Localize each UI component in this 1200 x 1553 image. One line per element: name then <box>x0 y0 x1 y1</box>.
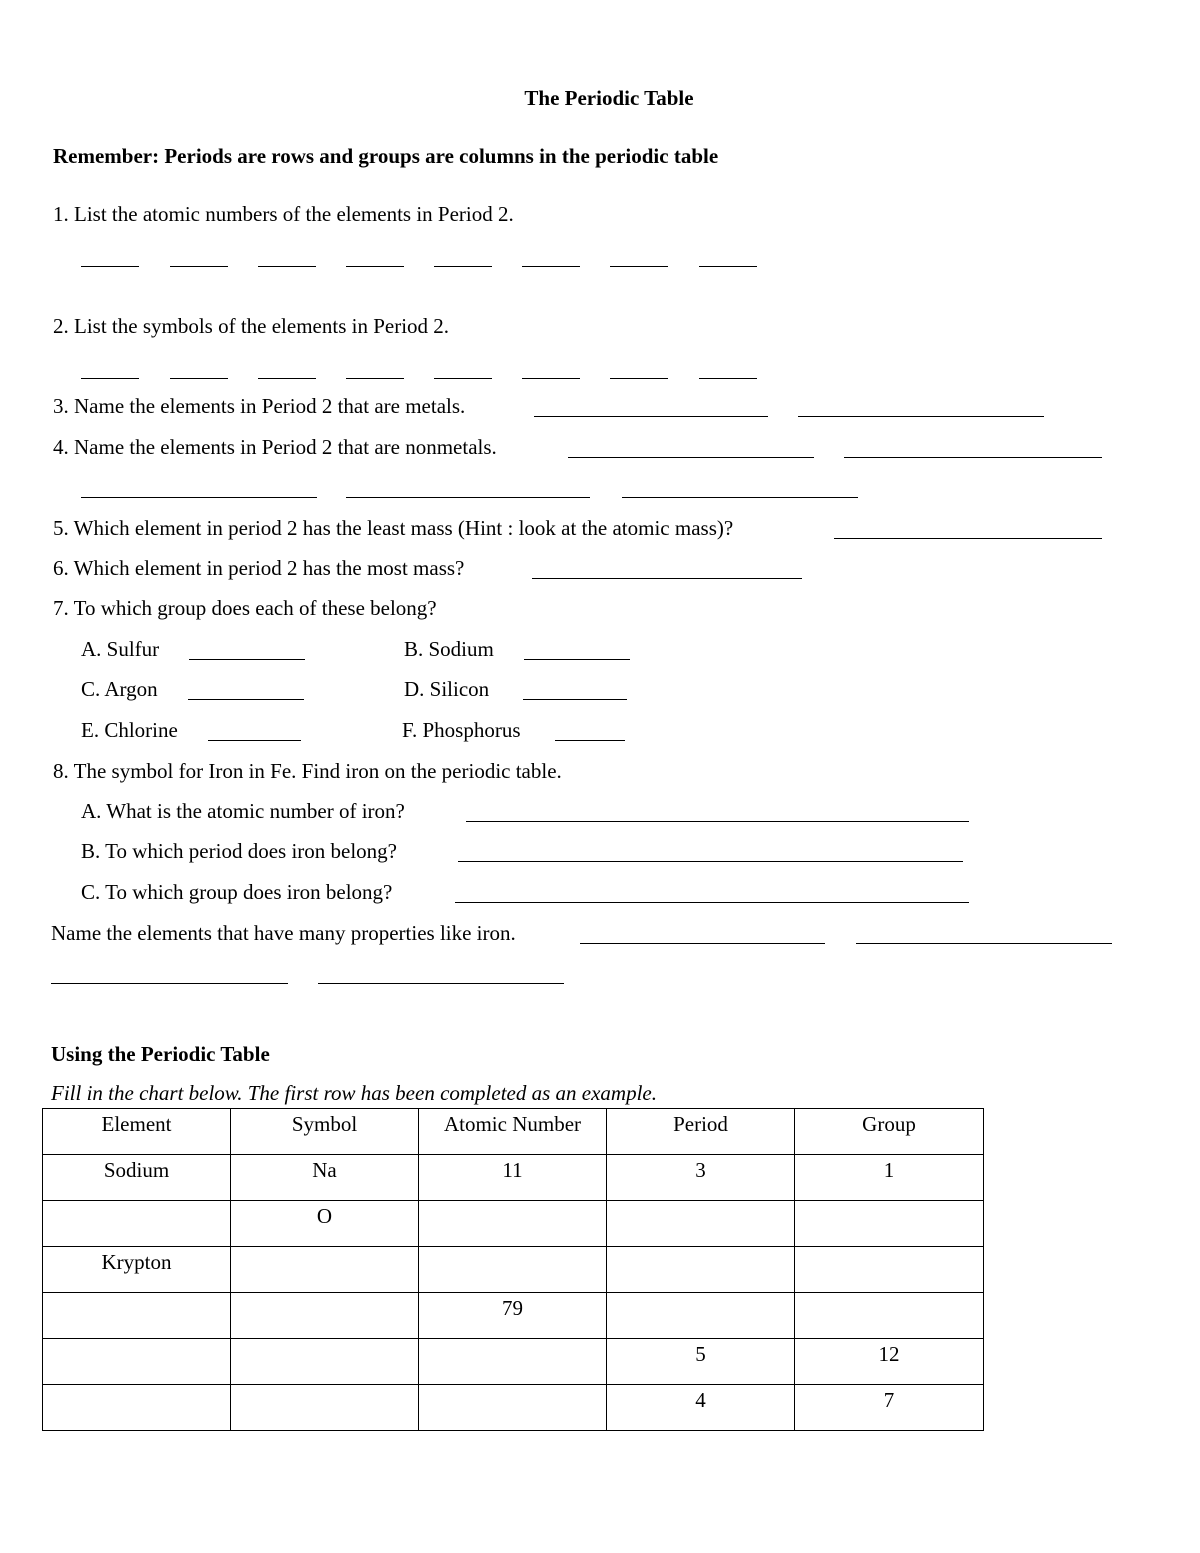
answer-line[interactable] <box>555 740 625 741</box>
table-cell[interactable] <box>607 1293 795 1339</box>
question-7: 7. To which group does each of these belong? <box>53 596 437 620</box>
question-6: 6. Which element in period 2 has the most mass? <box>53 556 465 580</box>
answer-line[interactable] <box>524 659 630 660</box>
table-cell[interactable] <box>419 1201 607 1247</box>
answer-line[interactable] <box>798 416 1044 417</box>
answer-line[interactable] <box>844 457 1102 458</box>
header-cell: Atomic Number <box>419 1109 607 1155</box>
chart-header-row <box>43 1109 984 1155</box>
table-row <box>43 1201 984 1247</box>
table-cell[interactable] <box>231 1339 419 1385</box>
q7-item-argon: C. Argon <box>81 677 158 701</box>
table-cell[interactable]: 12 <box>795 1339 984 1385</box>
table-cell[interactable] <box>795 1201 984 1247</box>
answer-line[interactable] <box>580 943 825 944</box>
header-cell: Symbol <box>231 1109 419 1155</box>
table-row <box>43 1155 984 1201</box>
q8-item-c: C. To which group does iron belong? <box>81 880 393 904</box>
table-cell[interactable] <box>43 1385 231 1431</box>
q7-item-sodium: B. Sodium <box>404 637 494 661</box>
answer-line[interactable] <box>188 699 304 700</box>
table-cell[interactable] <box>43 1201 231 1247</box>
header-cell: Group <box>795 1109 984 1155</box>
question-1: 1. List the atomic numbers of the elements in Period 2. <box>53 202 514 226</box>
q8-followup: Name the elements that have many properties like iron. <box>51 921 516 945</box>
answer-line[interactable] <box>346 497 590 498</box>
table-cell[interactable] <box>231 1385 419 1431</box>
element-chart <box>42 1108 984 1431</box>
table-cell[interactable]: Na <box>231 1155 419 1201</box>
table-cell[interactable]: 79 <box>419 1293 607 1339</box>
answer-line[interactable] <box>523 699 627 700</box>
table-cell[interactable]: O <box>231 1201 419 1247</box>
answer-line[interactable] <box>318 983 564 984</box>
table-row <box>43 1247 984 1293</box>
page-title: The Periodic Table <box>524 86 694 110</box>
table-cell[interactable]: 4 <box>607 1385 795 1431</box>
answer-line[interactable] <box>466 821 969 822</box>
answer-line[interactable] <box>856 943 1112 944</box>
table-cell[interactable]: 7 <box>795 1385 984 1431</box>
table-cell[interactable] <box>43 1293 231 1339</box>
answer-line[interactable] <box>458 861 963 862</box>
answer-line[interactable] <box>532 578 802 579</box>
answer-line[interactable] <box>81 497 317 498</box>
answer-line[interactable] <box>534 416 768 417</box>
q7-item-phosphorus: F. Phosphorus <box>402 718 521 742</box>
table-row <box>43 1293 984 1339</box>
answer-line[interactable] <box>208 740 301 741</box>
q7-item-silicon: D. Silicon <box>404 677 490 701</box>
table-cell[interactable] <box>43 1339 231 1385</box>
table-cell[interactable] <box>795 1293 984 1339</box>
table-cell[interactable] <box>419 1247 607 1293</box>
header-cell: Element <box>43 1109 231 1155</box>
table-cell[interactable] <box>231 1293 419 1339</box>
table-cell[interactable]: 3 <box>607 1155 795 1201</box>
question-2: 2. List the symbols of the elements in Period 2. <box>53 314 450 338</box>
table-cell[interactable] <box>795 1247 984 1293</box>
question-8: 8. The symbol for Iron in Fe. Find iron on the periodic table. <box>53 759 562 783</box>
table-cell[interactable] <box>419 1339 607 1385</box>
q8-item-a: A. What is the atomic number of iron? <box>81 799 405 823</box>
q8-item-b: B. To which period does iron belong? <box>81 839 398 863</box>
q7-item-sulfur: A. Sulfur <box>81 637 160 661</box>
answer-line[interactable] <box>622 497 858 498</box>
q7-item-chlorine: E. Chlorine <box>81 718 178 742</box>
table-row <box>43 1339 984 1385</box>
header-cell: Period <box>607 1109 795 1155</box>
answer-line[interactable] <box>834 538 1102 539</box>
question-3: 3. Name the elements in Period 2 that are metals. <box>53 394 466 418</box>
table-cell[interactable]: Sodium <box>43 1155 231 1201</box>
table-cell[interactable]: 1 <box>795 1155 984 1201</box>
answer-line[interactable] <box>189 659 305 660</box>
table-cell[interactable]: Krypton <box>43 1247 231 1293</box>
answer-line[interactable] <box>455 902 969 903</box>
chart-instructions: Fill in the chart below. The first row has been completed as an example. <box>51 1081 657 1105</box>
question-5: 5. Which element in period 2 has the least mass (Hint : look at the atomic mass)? <box>53 516 734 540</box>
reminder-text: Remember: Periods are rows and groups are columns in the periodic table <box>53 144 719 168</box>
table-cell[interactable]: 11 <box>419 1155 607 1201</box>
table-cell[interactable]: 5 <box>607 1339 795 1385</box>
section-heading: Using the Periodic Table <box>51 1042 270 1066</box>
answer-line[interactable] <box>51 983 288 984</box>
table-row <box>43 1385 984 1431</box>
question-4: 4. Name the elements in Period 2 that are nonmetals. <box>53 435 497 459</box>
table-cell[interactable] <box>231 1247 419 1293</box>
answer-line[interactable] <box>568 457 814 458</box>
table-cell[interactable] <box>607 1247 795 1293</box>
table-cell[interactable] <box>419 1385 607 1431</box>
table-cell[interactable] <box>607 1201 795 1247</box>
